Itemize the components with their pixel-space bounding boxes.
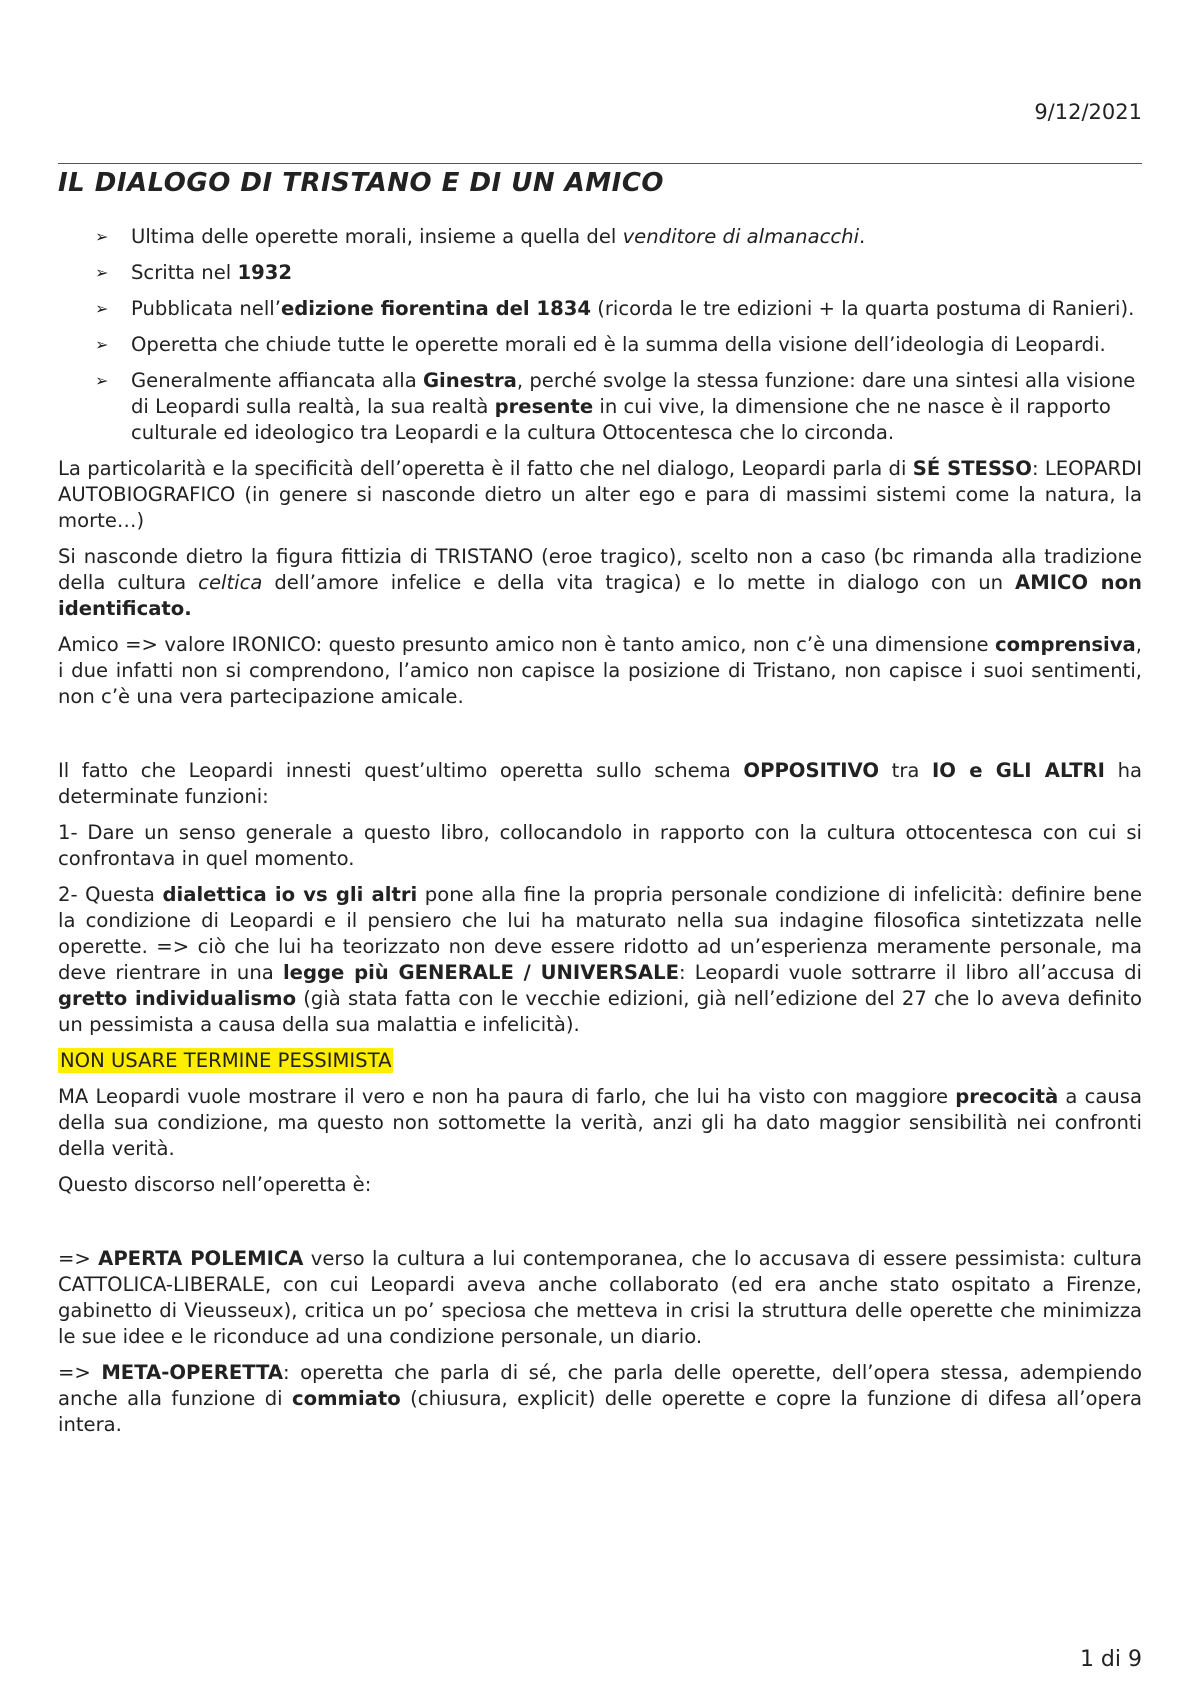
bold-run: dialettica io vs gli altri [162, 883, 418, 906]
text-run: Amico => valore IRONICO: questo presunto amico non è tanto amico, non c’è una dimensione [58, 633, 995, 656]
document-date: 9/12/2021 [1034, 100, 1142, 124]
text-run: Generalmente affiancata alla [131, 369, 423, 392]
bold-run: META-OPERETTA [101, 1361, 284, 1384]
text-run: 2- Questa [58, 883, 163, 906]
text-run: => [58, 1247, 99, 1270]
bold-run: precocità [955, 1085, 1059, 1108]
text-run: : LEOPARDI AUTOBIOGRAFICO (in genere si nasconde dietro un alter ego e para di massimi sistemi come la natura, la morte…) [58, 457, 1142, 532]
text-run: . [859, 225, 866, 248]
bold-run: IO e GLI ALTRI [932, 759, 1105, 782]
paragraph [58, 544, 1142, 622]
text-run: tra [879, 759, 933, 782]
text-run: pone alla fine la propria personale condizione di infelicità: definire bene la condizione di Leopardi e il pensiero che lui ha maturato nella sua indagine filosofica sintetizzata nelle operette. => ciò che lui ha teorizzato non deve essere ridotto ad un’esperienza meramente personale, ma deve rientrare in una [58, 883, 1142, 984]
text-run: MA Leopardi vuole mostrare il vero e non ha paura di farlo, che lui ha visto con maggiore [58, 1085, 956, 1108]
highlight-text: NON USARE TERMINE PESSIMISTA [60, 1049, 392, 1072]
text-run: a causa della sua condizione, ma questo non sottomette la verità, anzi gli ha dato maggior sensibilità nei confronti della verità. [58, 1085, 1142, 1160]
paragraph [58, 1172, 1142, 1198]
arrowhead-bullet-icon: ➢ [95, 371, 109, 390]
text-run: Operetta che chiude tutte le operette morali ed è la summa della visione dell’ideologia di Leopardi. [131, 333, 1106, 356]
text-run: Scritta nel [131, 261, 238, 284]
paragraph [58, 820, 1142, 872]
paragraph [58, 1360, 1142, 1438]
bold-run: legge più GENERALE / UNIVERSALE [282, 961, 679, 984]
bold-run: Ginestra [422, 369, 517, 392]
arrowhead-bullet-icon: ➢ [95, 335, 109, 354]
text-run: Pubblicata nell’ [131, 297, 281, 320]
document-body [58, 224, 1142, 1448]
paragraph [58, 1246, 1142, 1350]
text-run: verso la cultura a lui contemporanea, che lo accusava di essere pessimista: cultura CATTOLICA-LIBERALE, con cui Leopardi aveva anche collaborato (ed era anche stato ospitato a Firenze, gabinetto di Vieusseux), critica un po’ speciosa che metteva in crisi la struttura delle operette che minimizza le sue idee e le riconduce ad una condizione personale, un diario. [58, 1247, 1142, 1348]
bold-run: APERTA POLEMICA [98, 1247, 304, 1270]
highlighted-note [58, 1048, 1142, 1074]
text-run: ha determinate funzioni: [58, 759, 1142, 808]
paragraph [58, 1084, 1142, 1162]
text-run: , i due infatti non si comprendono, l’amico non capisce la posizione di Tristano, non capisce i suoi sentimenti, non c’è una vera partecipazione amicale. [58, 633, 1142, 708]
document-title: IL DIALOGO DI TRISTANO E DI UN AMICO [58, 168, 665, 198]
arrowhead-bullet-icon: ➢ [95, 263, 109, 282]
bold-run: presente [494, 395, 594, 418]
bold-run: AMICO non identificato. [58, 571, 1142, 620]
arrowhead-bullet-icon: ➢ [95, 299, 109, 318]
text-run: 1- Dare un senso generale a questo libro, collocandolo in rapporto con la cultura ottocentesca con cui si confrontava in quel momento. [58, 821, 1142, 870]
italic-run: venditore di almanacchi [622, 225, 860, 248]
text-run: : Leopardi vuole sottrarre il libro all’accusa di [678, 961, 1142, 984]
text-run: Il fatto che Leopardi innesti quest’ultimo operetta sullo schema [58, 759, 744, 782]
title-rule [58, 163, 1142, 164]
text-run: dell’amore infelice e della vita tragica) e lo mette in dialogo con un [262, 571, 1016, 594]
text-run: Ultima delle operette morali, insieme a quella del [131, 225, 623, 248]
text-run: => [58, 1361, 102, 1384]
text-run: Si nasconde dietro la figura fittizia di TRISTANO (eroe tragico), scelto non a caso (bc rimanda alla tradizione della cultura [58, 545, 1142, 594]
paragraph [58, 632, 1142, 710]
bullet-list [58, 224, 1142, 446]
page-number: 1 di 9 [1079, 1647, 1142, 1672]
arrowhead-bullet-icon: ➢ [95, 227, 109, 246]
bold-run: OPPOSITIVO [743, 759, 879, 782]
bold-run: comprensiva [994, 633, 1136, 656]
text-run: La particolarità e la specificità dell’operetta è il fatto che nel dialogo, Leopardi parla di [58, 457, 913, 480]
text-run: : operetta che parla di sé, che parla delle operette, dell’opera stessa, adempiendo anche alla funzione di [58, 1361, 1142, 1410]
bullet-item [58, 332, 1142, 358]
paragraph [58, 882, 1142, 1038]
text-run: (chiusura, explicit) delle operette e copre la funzione di difesa all’opera intera. [58, 1387, 1143, 1436]
paragraph [58, 758, 1142, 810]
text-run: in cui vive, la dimensione che ne nasce è il rapporto culturale ed ideologico tra Leopardi e la cultura Ottocentesca che lo circonda. [131, 395, 1111, 444]
bold-run: edizione fiorentina del 1834 [280, 297, 591, 320]
text-run: (già stata fatta con le vecchie edizioni, già nell’edizione del 27 che lo aveva definito un pessimista a causa della sua malattia e infelicità). [58, 987, 1142, 1036]
bullet-item [58, 296, 1142, 322]
bullet-item [58, 368, 1142, 446]
bold-run: commiato [292, 1387, 401, 1410]
bullet-item [58, 224, 1142, 250]
paragraph [58, 456, 1142, 534]
bold-run: 1932 [237, 261, 293, 284]
text-run: Questo discorso nell’operetta è: [58, 1173, 372, 1196]
bold-run: SÉ STESSO [912, 457, 1032, 480]
bold-run: gretto individualismo [58, 987, 297, 1010]
bullet-item [58, 260, 1142, 286]
text-run: , perché svolge la stessa funzione: dare una sintesi alla visione di Leopardi sulla realtà, la sua realtà [131, 369, 1136, 418]
italic-run: celtica [198, 571, 263, 594]
text-run: (ricorda le tre edizioni + la quarta postuma di Ranieri). [590, 297, 1135, 320]
